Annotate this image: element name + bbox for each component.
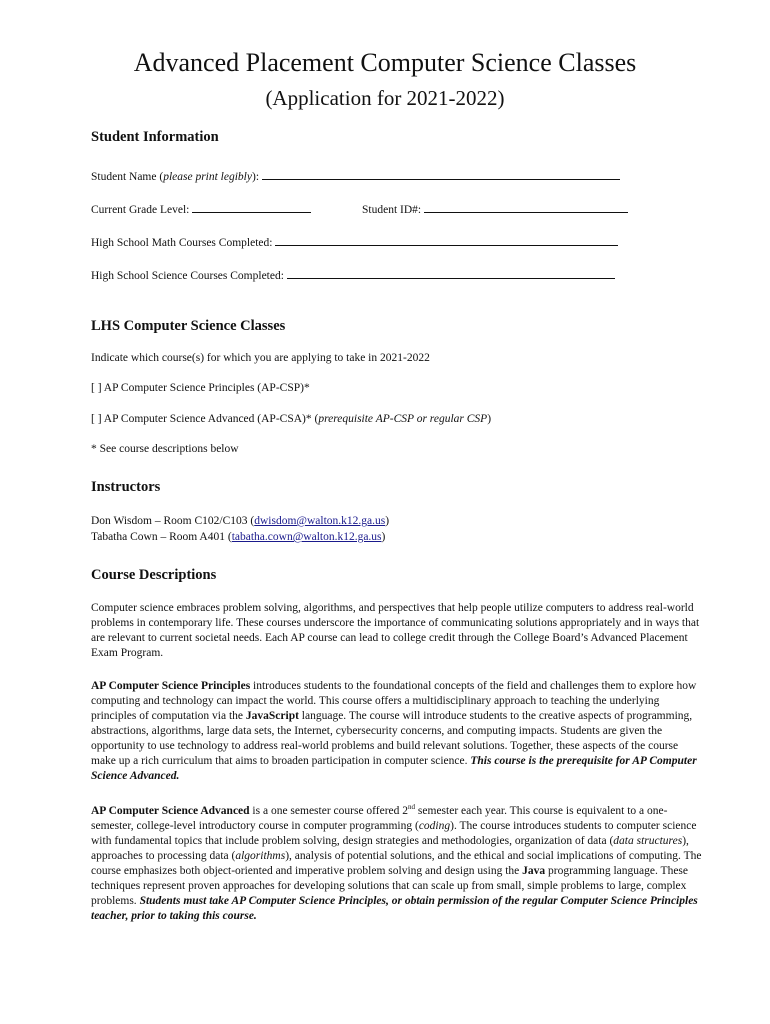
page-title: Advanced Placement Computer Science Classes	[133, 48, 637, 77]
grade-level-label: Current Grade Level:	[91, 204, 190, 216]
instructors-heading: Instructors	[91, 479, 161, 495]
instructor-wisdom-email-link[interactable]: dwisdom@walton.k12.ga.us	[254, 515, 386, 527]
csp-text-1: introduces students to the foundational concepts of the field and challenges them to explore how computing and technology can impact the world. This course offers a multidisciplinary approach to teaching the underlying principles of computation via the	[91, 680, 697, 722]
grade-level-row	[91, 200, 311, 216]
csa-text-1: is a one semester course offered 2	[249, 804, 409, 817]
science-courses-field[interactable]	[287, 266, 615, 279]
csa-coding-term: coding	[418, 819, 451, 832]
csa-text-4: ), approaches to processing data (	[91, 834, 689, 862]
math-courses-label: High School Math Courses Completed:	[91, 237, 273, 249]
science-courses-row	[91, 266, 615, 282]
student-name-label: Student Name (	[91, 171, 164, 183]
student-id-label: Student ID#:	[362, 204, 422, 216]
csp-text-2: language. The course will introduce students to the creative aspects of programming, abstractions, algorithms, large data sets, the Internet, cybersecurity concerns, and computing impacts. Students are given the opportunity to use technology to address real-world problems and build relevant solutions. Together, these aspects of the course make up a rich curriculum that aims to broaden participation in computer science.	[91, 710, 693, 767]
csp-course-name: AP Computer Science Principles	[91, 680, 251, 692]
math-courses-field[interactable]	[275, 233, 618, 246]
student-name-label-end: ):	[251, 171, 260, 183]
option-ap-csp[interactable]	[91, 382, 310, 394]
option-ap-csa-end: )	[487, 413, 492, 425]
csa-text-5: ), analysis of potential solutions, and the ethical and social implications of computing. The course emphasizes both object-oriented and imperative problem solving and design using the	[91, 849, 702, 877]
csa-course-name: AP Computer Science Advanced	[91, 804, 250, 817]
csp-prerequisite-note: This course is the prerequisite for AP Computer Science Advanced.	[91, 755, 697, 782]
csa-text-2: semester each year. This course is equivalent to a one-semester, college-level introductory course in computer programming (	[91, 804, 668, 832]
student-name-field[interactable]	[262, 167, 620, 180]
csa-requirement-note: Students must take AP Computer Science Principles, or obtain permission of the regular Computer Science Principles teacher, prior to taking this course.	[91, 894, 698, 922]
instructor-cown-end: )	[381, 531, 386, 543]
math-courses-row	[91, 233, 618, 249]
instructor-wisdom-end: )	[385, 515, 390, 527]
science-courses-label: High School Science Courses Completed:	[91, 270, 284, 282]
course-instruction: Indicate which course(s) for which you are applying to take in 2021-2022	[91, 352, 430, 364]
csa-text-6: programming language. These techniques represent proven approaches for developing solutions that can scale up from small, simple problems to large, complex problems.	[91, 864, 688, 907]
instructor-cown-email-link[interactable]: tabatha.cown@walton.k12.ga.us	[231, 531, 382, 543]
course-footnote: * See course descriptions below	[91, 443, 239, 455]
student-info-heading: Student Information	[91, 129, 219, 145]
option-ap-csp-label: [ ] AP Computer Science Principles (AP-CSP)*	[91, 382, 310, 394]
csa-description	[91, 800, 703, 924]
csa-ordinal: nd	[408, 803, 416, 811]
page-subtitle: (Application for 2021-2022)	[265, 86, 505, 110]
instructor-wisdom-text: Don Wisdom – Room C102/C103 (	[91, 515, 255, 527]
grade-level-field[interactable]	[192, 200, 311, 213]
cs-classes-heading: LHS Computer Science Classes	[91, 318, 286, 334]
option-ap-csa-label: [ ] AP Computer Science Advanced (AP-CSA)* (	[91, 413, 319, 425]
student-id-field[interactable]	[424, 200, 628, 213]
instructor-cown	[91, 531, 385, 543]
student-name-note: please print legibly	[163, 171, 252, 183]
csa-algorithms-term: algorithms	[235, 849, 286, 862]
csa-language: Java	[522, 864, 546, 877]
csp-language: JavaScript	[245, 710, 299, 722]
intro-paragraph: Computer science embraces problem solving, algorithms, and perspectives that help people utilize computers to address real-world problems in contemporary life. These courses underscore the importance of communicating solutions appropriately and in ways that are relevant to current societal needs. Each AP course can lead to college credit through the College Board’s Advanced Placement Exam Program.	[91, 602, 700, 659]
student-name-row	[91, 167, 620, 183]
csa-text-3: ). The course introduces students to computer science with fundamental topics that include problem solving, design strategies and methodologies, organization of data (	[91, 819, 697, 847]
instructor-cown-text: Tabatha Cown – Room A401 (	[91, 531, 232, 543]
student-id-row	[362, 200, 628, 216]
csp-description	[91, 679, 703, 784]
instructor-wisdom	[91, 515, 389, 527]
csa-data-structures-term: data structures	[613, 834, 683, 847]
option-ap-csa[interactable]	[91, 413, 491, 425]
course-descriptions-heading: Course Descriptions	[91, 567, 217, 583]
option-ap-csa-prereq: prerequisite AP-CSP or regular CSP	[318, 413, 488, 425]
